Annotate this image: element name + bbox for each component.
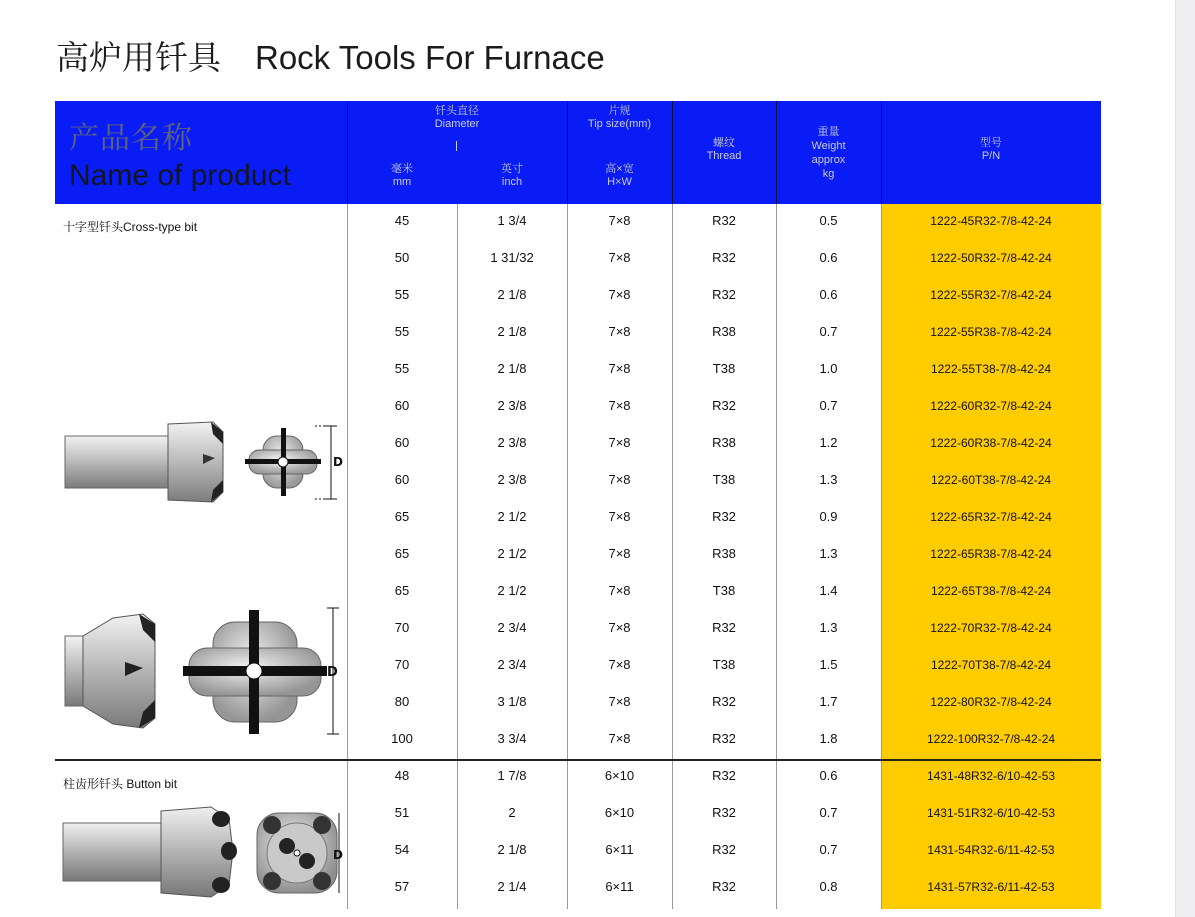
- cell-inch: 2 1/2: [497, 583, 527, 598]
- cell-mm: 48: [394, 768, 410, 783]
- cell-tip: 7×8: [608, 250, 631, 265]
- cell-weight: 0.7: [819, 805, 838, 820]
- cell-inch: 2 3/8: [497, 398, 527, 413]
- cell-weight: 1.8: [819, 731, 838, 746]
- cell-mm: 65: [394, 583, 410, 598]
- cell-weight: 1.3: [819, 546, 838, 561]
- cell-mm: 60: [394, 472, 410, 487]
- cell-thread: R32: [712, 731, 736, 746]
- cell-tip: 7×8: [608, 398, 631, 413]
- cell-pn: 1431-57R32-6/11-42-53: [927, 880, 1055, 894]
- cell-weight: 0.5: [819, 213, 838, 228]
- header-weight-zh: 重量: [817, 126, 840, 138]
- cell-weight: 0.6: [819, 768, 838, 783]
- cell-thread: T38: [712, 583, 736, 598]
- header-tip-size: [567, 105, 672, 135]
- cell-tip: 7×8: [608, 472, 631, 487]
- button-bit-image: [61, 801, 346, 903]
- cell-thread: R38: [712, 546, 736, 561]
- cell-pn: 1222-100R32-7/8-42-24: [926, 732, 1056, 746]
- cell-pn: 1431-48R32-6/10-42-53: [926, 769, 1056, 783]
- cell-inch: 1 31/32: [490, 250, 534, 265]
- header-mm-zh: 毫米: [391, 163, 413, 175]
- cell-tip: 6×11: [605, 879, 634, 894]
- cell-tip: 7×8: [608, 287, 631, 302]
- diameter-marker-1: D: [333, 455, 343, 469]
- cell-pn: 1222-65R38-7/8-42-24: [930, 547, 1052, 561]
- cell-pn: 1222-55R32-7/8-42-24: [930, 288, 1052, 302]
- cell-thread: R38: [712, 435, 736, 450]
- cell-inch: 2: [508, 805, 516, 820]
- cell-tip: 7×8: [608, 731, 631, 746]
- header-name-en: Name of product: [69, 159, 291, 192]
- group-label-cross: 十字型钎头Cross-type bit: [63, 220, 198, 234]
- cell-tip: 7×8: [608, 213, 631, 228]
- cell-inch: 3 3/4: [497, 731, 527, 746]
- cell-pn: 1222-60R32-7/8-42-24: [930, 399, 1052, 413]
- header-thread: [672, 137, 776, 167]
- cell-pn: 1222-65T38-7/8-42-24: [930, 584, 1052, 598]
- cross-bit-large-image: [63, 596, 343, 746]
- cell-inch: 2 1/8: [497, 287, 527, 302]
- cell-inch: 2 3/8: [497, 472, 527, 487]
- cross-bit-small-image: [63, 414, 343, 509]
- cell-thread: R38: [712, 324, 736, 339]
- header-weight-unit: kg: [822, 168, 835, 180]
- header-mm-en: mm: [392, 176, 412, 188]
- header-hw-zh: 高×宽: [605, 163, 634, 175]
- header-tip-en: Tip size(mm): [587, 118, 652, 130]
- cell-tip: 7×8: [608, 694, 631, 709]
- header-pn: [881, 137, 1101, 167]
- cell-tip: 7×8: [608, 657, 631, 672]
- table-body: [55, 204, 1101, 909]
- cell-pn: 1222-65R32-7/8-42-24: [930, 510, 1052, 524]
- cell-weight: 1.2: [819, 435, 838, 450]
- cell-mm: 80: [394, 694, 410, 709]
- cell-thread: R32: [712, 768, 736, 783]
- page-title-zh: 高炉用钎具: [56, 38, 221, 77]
- cell-tip: 7×8: [608, 546, 631, 561]
- cell-inch: 2 1/2: [497, 546, 527, 561]
- cell-mm: 70: [394, 657, 410, 672]
- diameter-marker-2: D: [327, 665, 338, 680]
- header-hw: [567, 163, 672, 193]
- cell-mm: 51: [394, 805, 410, 820]
- cell-inch: 2 1/8: [497, 324, 527, 339]
- cell-thread: R32: [712, 694, 736, 709]
- cell-weight: 1.5: [819, 657, 838, 672]
- cell-mm: 65: [394, 509, 410, 524]
- cell-mm: 55: [394, 324, 410, 339]
- header-inch-en: inch: [501, 176, 523, 188]
- cell-tip: 7×8: [608, 324, 631, 339]
- header-inch-zh: 英寸: [501, 163, 523, 175]
- header-mm: [347, 163, 457, 193]
- cell-thread: R32: [712, 398, 736, 413]
- cell-weight: 1.3: [819, 620, 838, 635]
- cell-thread: R32: [712, 842, 736, 857]
- cell-tip: 7×8: [608, 361, 631, 376]
- cell-pn: 1222-45R32-7/8-42-24: [930, 214, 1052, 228]
- cell-weight: 0.7: [819, 842, 838, 857]
- cell-tip: 6×10: [604, 805, 635, 820]
- cell-pn: 1222-60R38-7/8-42-24: [930, 436, 1052, 450]
- header-weight-en: Weight: [811, 140, 846, 152]
- cell-pn: 1431-54R32-6/11-42-53: [927, 843, 1055, 857]
- cell-weight: 1.3: [819, 472, 838, 487]
- cell-mm: 100: [391, 731, 413, 746]
- header-pn-en: P/N: [981, 150, 1001, 162]
- right-margin-strip: [1175, 0, 1195, 917]
- cell-mm: 55: [394, 361, 410, 376]
- cell-weight: 0.6: [819, 250, 838, 265]
- cell-weight: 0.6: [819, 287, 838, 302]
- header-tip-zh: 片规: [608, 105, 631, 117]
- cell-inch: 2 1/2: [497, 509, 527, 524]
- cell-thread: R32: [712, 250, 736, 265]
- header-weight: [776, 125, 881, 185]
- diameter-marker-3: D: [333, 848, 343, 862]
- header-diameter-zh: 钎头直径: [435, 105, 479, 117]
- cell-thread: R32: [712, 620, 736, 635]
- cell-mm: 50: [394, 250, 410, 265]
- cell-mm: 55: [394, 287, 410, 302]
- cell-pn: 1222-70T38-7/8-42-24: [930, 658, 1052, 672]
- cell-pn: 1222-50R32-7/8-42-24: [930, 251, 1052, 265]
- cell-mm: 65: [394, 546, 410, 561]
- cell-tip: 7×8: [608, 509, 631, 524]
- cell-thread: T38: [712, 657, 736, 672]
- cell-tip: 6×10: [604, 768, 635, 783]
- cell-inch: 2 3/4: [497, 657, 527, 672]
- cell-pn: 1431-51R32-6/10-42-53: [926, 806, 1056, 820]
- cell-pn: 1222-60T38-7/8-42-24: [930, 473, 1052, 487]
- cell-inch: 3 1/8: [497, 694, 527, 709]
- header-diameter-en: Diameter: [434, 118, 480, 130]
- header-diameter: [347, 105, 567, 135]
- cell-mm: 60: [394, 398, 410, 413]
- cell-inch: 1 3/4: [497, 213, 527, 228]
- cell-weight: 1.7: [819, 694, 838, 709]
- cell-mm: 45: [394, 213, 410, 228]
- table-header: [55, 101, 1101, 204]
- header-name-zh: 产品名称: [69, 121, 193, 156]
- cell-weight: 0.9: [819, 509, 838, 524]
- cell-thread: T38: [712, 361, 736, 376]
- cell-thread: R32: [712, 805, 736, 820]
- cell-thread: T38: [712, 472, 736, 487]
- cell-weight: 0.7: [819, 324, 838, 339]
- cell-thread: R32: [712, 509, 736, 524]
- header-weight-approx: approx: [811, 154, 846, 166]
- cell-thread: R32: [712, 213, 736, 228]
- cell-mm: 70: [394, 620, 410, 635]
- cell-inch: 2 1/8: [497, 842, 527, 857]
- cell-tip: 7×8: [608, 620, 631, 635]
- cell-pn: 1222-70R32-7/8-42-24: [930, 621, 1052, 635]
- cell-pn: 1222-55T38-7/8-42-24: [930, 362, 1052, 376]
- cell-tip: 7×8: [608, 435, 631, 450]
- group-label-button: 柱齿形钎头 Button bit: [63, 777, 178, 791]
- page-title: [56, 32, 605, 79]
- page-title-en: Rock Tools For Furnace: [255, 39, 605, 76]
- cell-inch: 2 3/8: [497, 435, 527, 450]
- cell-weight: 0.7: [819, 398, 838, 413]
- product-table: [53, 99, 1103, 911]
- header-hw-en: H×W: [607, 176, 632, 188]
- cell-pn: 1222-55R38-7/8-42-24: [930, 325, 1052, 339]
- cell-mm: 60: [394, 435, 410, 450]
- cell-inch: 2 1/8: [497, 361, 527, 376]
- cell-mm: 57: [394, 879, 410, 894]
- cell-mm: 54: [394, 842, 410, 857]
- cell-inch: 1 7/8: [497, 768, 527, 783]
- cell-weight: 1.4: [819, 583, 838, 598]
- header-pn-zh: 型号: [980, 137, 1002, 149]
- cell-thread: R32: [712, 879, 736, 894]
- cell-pn: 1222-80R32-7/8-42-24: [930, 695, 1052, 709]
- cell-thread: R32: [712, 287, 736, 302]
- header-thread-zh: 螺纹: [713, 137, 735, 149]
- header-inch: [457, 163, 567, 193]
- header-thread-en: Thread: [706, 150, 742, 162]
- cell-weight: 1.0: [819, 361, 838, 376]
- cell-inch: 2 3/4: [497, 620, 527, 635]
- cell-tip: 7×8: [608, 583, 631, 598]
- cell-weight: 0.8: [819, 879, 838, 894]
- cell-tip: 6×11: [605, 842, 634, 857]
- cell-inch: 2 1/4: [497, 879, 527, 894]
